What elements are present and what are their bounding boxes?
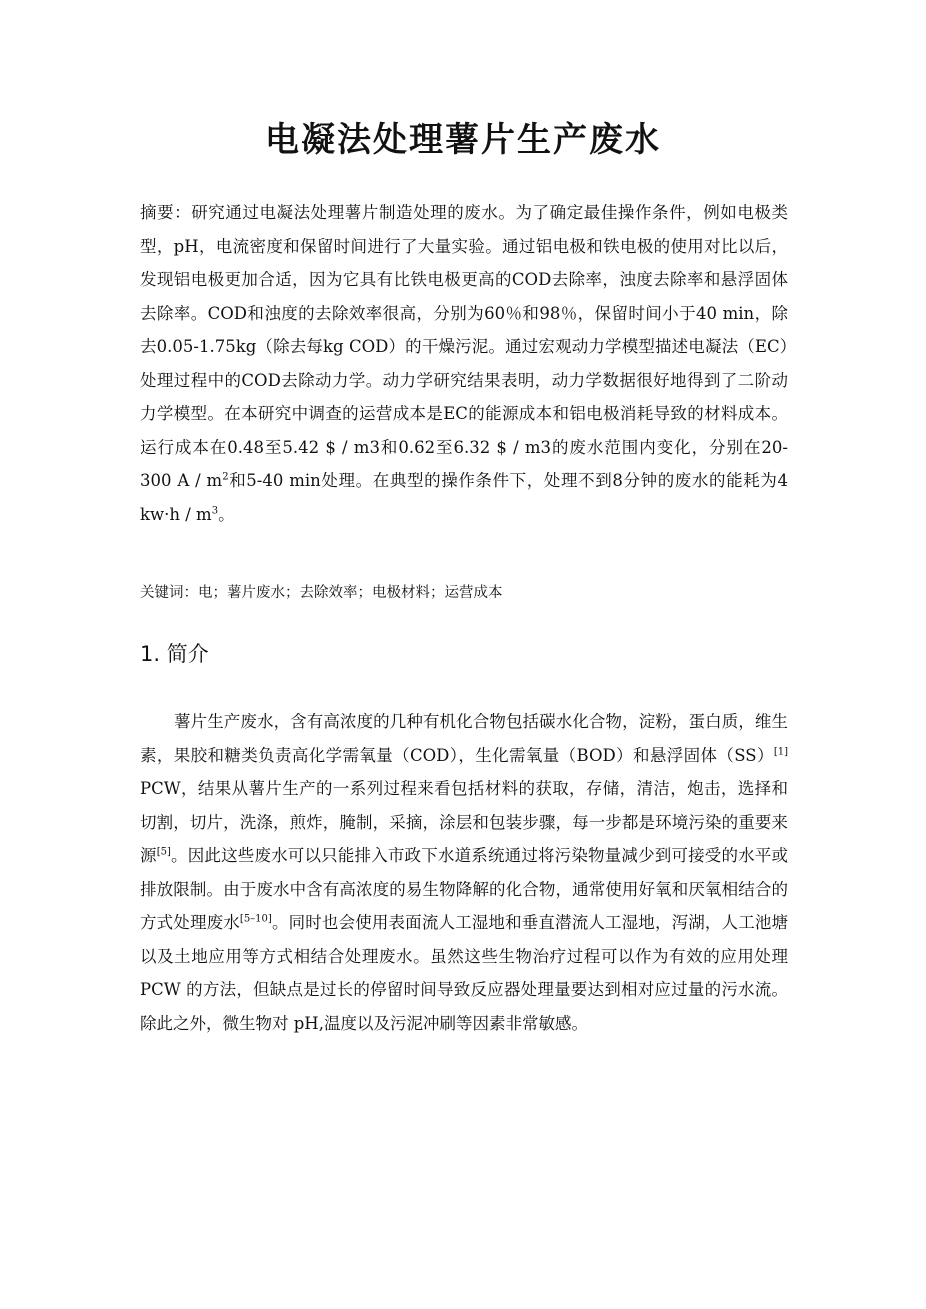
section-heading xyxy=(140,638,209,668)
abstract-text-end: 。 xyxy=(218,504,235,524)
citation-ref[interactable]: [1] xyxy=(773,746,788,757)
superscript-2: 2 xyxy=(222,471,229,483)
citation-ref[interactable]: [5] xyxy=(156,846,171,858)
section-number: 1. xyxy=(140,642,161,666)
intro-text: 薯片生产废水，含有高浓度的几种有机化合物包括碳水化合物，淀粉，蛋白质，维生素，果胶和糖类负责高化学需氧量（COD），生化需氧量（BOD）和悬浮固体（SS） xyxy=(140,712,788,765)
paper-title: 电凝法处理薯片生产废水 xyxy=(265,120,661,160)
intro-paragraph xyxy=(140,705,788,1040)
intro-text-cont2: 。因此这些废水可以只能排入市政下水道系统通过将污染物量减少到可接受的水平或排放限制。由于废水中含有高浓度的易生物降解的化合物，通常使用好氧和厌氧相结合的方式处理废水 xyxy=(140,846,789,932)
citation-ref[interactable]: [5–10] xyxy=(239,913,272,925)
abstract-text: 摘要：研究通过电凝法处理薯片制造处理的废水。为了确定最佳操作条件，例如电极类型，pH，电流密度和保留时间进行了大量实验。通过铝电极和铁电极的使用对比以后，发现铝电极更加合适，因为它具有比铁电极更高的COD去除率，浊度去除率和悬浮固体去除率。COD和浊度的去除效率很高，分别为60％和98％，保留时间小于40 min，除去0.05-1.75kg（除去每kg COD）的干燥污泥。通过宏观动力学模型描述电凝法（EC）处理过程中的COD去除动力学。动力学研究结果表明，动力学数据很好地得到了二阶动力学模型。在本研究中调查的运营成本是EC的能源成本和铝电极消耗导致的材料成本。运行成本在0.48至5.42 $ / m3和0.62至6.32 $ / m3的废水范围内变化，分别在20-300 A / m xyxy=(140,203,788,490)
abstract-paragraph xyxy=(140,196,788,531)
intro-text-cont: PCW，结果从薯片生产的一系列过程来看包括材料的获取，存储，清洁，炮击，选择和切割，切片，洗涤，煎炸，腌制，采摘，涂层和包装步骤，每一步都是环境污染的重要来源 xyxy=(140,779,788,865)
superscript-3: 3 xyxy=(211,505,219,516)
abstract-text-cont: 和5-40 min处理。在典型的操作条件下，处理不到8分钟的废水的能耗为4 kw·h / m xyxy=(140,471,788,524)
section-title: 简介 xyxy=(166,642,209,666)
keywords: 关键词：电；薯片废水；去除效率；电极材料；运营成本 xyxy=(140,585,503,601)
intro-text-end: 。同时也会使用表面流人工湿地和垂直潜流人工湿地，泻湖，人工池塘以及土地应用等方式相结合处理废水。虽然这些生物治疗过程可以作为有效的应用处理 PCW 的方法，但缺点是过长的停留时间导致反应器处理量要达到相对应过量的污水流。除此之外，微生物对 pH,温度以及污泥冲刷等因素非常敏感。 xyxy=(140,913,789,1033)
